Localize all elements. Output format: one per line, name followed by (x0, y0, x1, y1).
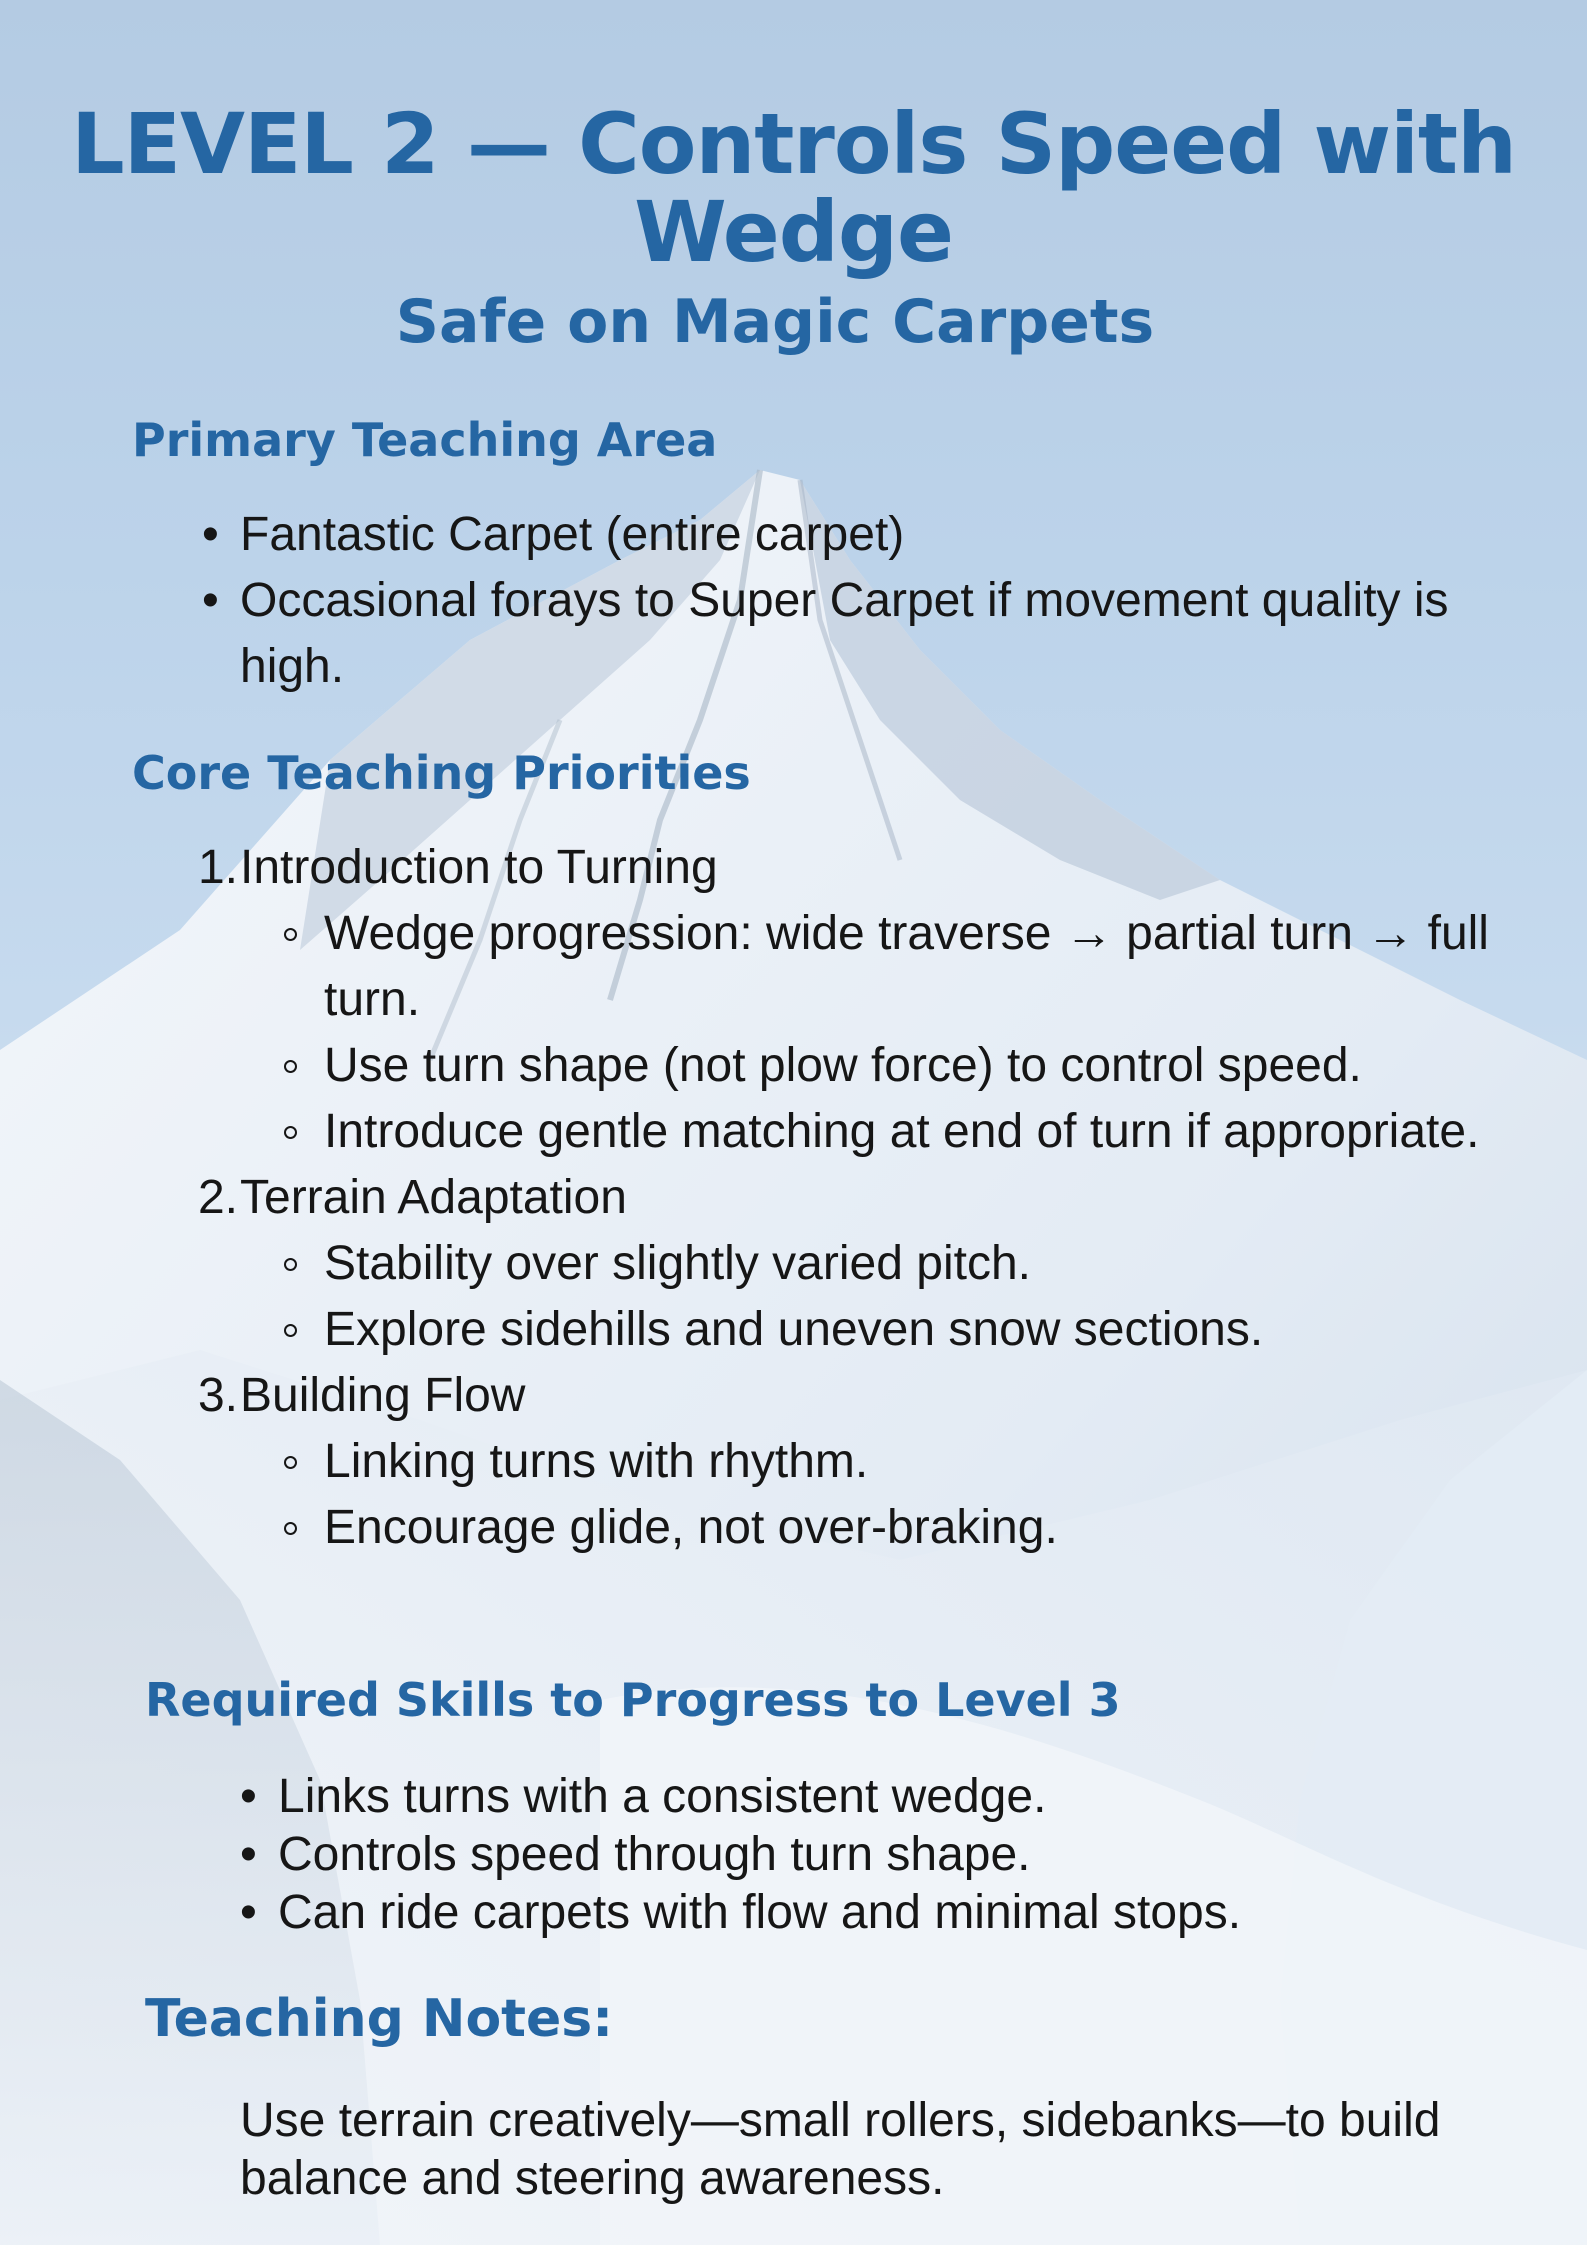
bullet-icon: • (240, 1886, 257, 1939)
sub-list-item-text: Stability over slightly varied pitch. (324, 1237, 1031, 1290)
bullet-icon: • (240, 1828, 257, 1881)
list-item (240, 1768, 1528, 1826)
list-item (197, 1165, 1540, 1363)
sub-list-item (324, 901, 1534, 1033)
circle-bullet-icon (284, 1324, 297, 1337)
list-number: 1. (197, 841, 238, 894)
list-number: 3. (197, 1369, 238, 1422)
sub-list (324, 901, 1534, 1165)
sub-list-item (324, 1297, 1534, 1363)
sub-list-item-text: Explore sidehills and uneven snow sections. (324, 1303, 1264, 1356)
list-item (240, 1884, 1528, 1942)
list-item (202, 502, 1540, 568)
list-item-text: Fantastic Carpet (entire carpet) (240, 508, 905, 561)
list-item (197, 1363, 1540, 1561)
section-heading-core-teaching-priorities: Core Teaching Priorities (132, 746, 751, 800)
sub-list (324, 1231, 1534, 1363)
section-heading-required-skills: Required Skills to Progress to Level 3 (145, 1673, 1121, 1727)
teaching-notes-text: Use terrain creatively—small rollers, sidebanks—to build balance and steering awareness. (240, 2094, 1441, 2205)
circle-bullet-icon (284, 928, 297, 941)
sub-list-item-text: Use turn shape (not plow force) to control speed. (324, 1039, 1362, 1092)
bullet-icon: • (202, 574, 219, 627)
list-item-text: Can ride carpets with flow and minimal stops. (278, 1886, 1242, 1939)
circle-bullet-icon (284, 1258, 297, 1271)
sub-list-item (324, 1429, 1534, 1495)
sub-list-item (324, 1033, 1534, 1099)
list-item-text: Introduction to Turning (240, 841, 718, 894)
page-subtitle: Safe on Magic Carpets (395, 287, 1155, 357)
list-item-text: Terrain Adaptation (240, 1171, 627, 1224)
sub-list-item-text: Introduce gentle matching at end of turn if appropriate. (324, 1105, 1480, 1158)
sub-list-item-text: Wedge progression: wide traverse → partial turn → full turn. (324, 907, 1489, 1026)
list-item-text: Building Flow (240, 1369, 526, 1422)
circle-bullet-icon (284, 1060, 297, 1073)
list-item-text: Links turns with a consistent wedge. (278, 1770, 1047, 1823)
list-item (240, 1826, 1528, 1884)
sub-list-item (324, 1231, 1534, 1297)
sub-list-item-text: Linking turns with rhythm. (324, 1435, 869, 1488)
core-teaching-priorities-list (197, 835, 1540, 1561)
circle-bullet-icon (284, 1522, 297, 1535)
list-item (202, 568, 1540, 700)
sub-list (324, 1429, 1534, 1561)
section-heading-primary-teaching-area: Primary Teaching Area (132, 413, 718, 467)
section-heading-teaching-notes: Teaching Notes: (145, 1989, 614, 2049)
list-item (197, 835, 1540, 1165)
sub-list-item (324, 1099, 1534, 1165)
primary-teaching-area-list (202, 502, 1540, 700)
sub-list-item-text: Encourage glide, not over-braking. (324, 1501, 1058, 1554)
circle-bullet-icon (284, 1126, 297, 1139)
sub-list-item (324, 1495, 1534, 1561)
bullet-icon: • (202, 508, 219, 561)
page-title: LEVEL 2 — Controls Speed with Wedge (71, 95, 1516, 281)
circle-bullet-icon (284, 1456, 297, 1469)
list-number: 2. (197, 1171, 238, 1224)
list-item-text: Controls speed through turn shape. (278, 1828, 1031, 1881)
required-skills-list (240, 1768, 1528, 1942)
bullet-icon: • (240, 1770, 257, 1823)
list-item-text: Occasional forays to Super Carpet if movement quality is high. (240, 574, 1449, 693)
